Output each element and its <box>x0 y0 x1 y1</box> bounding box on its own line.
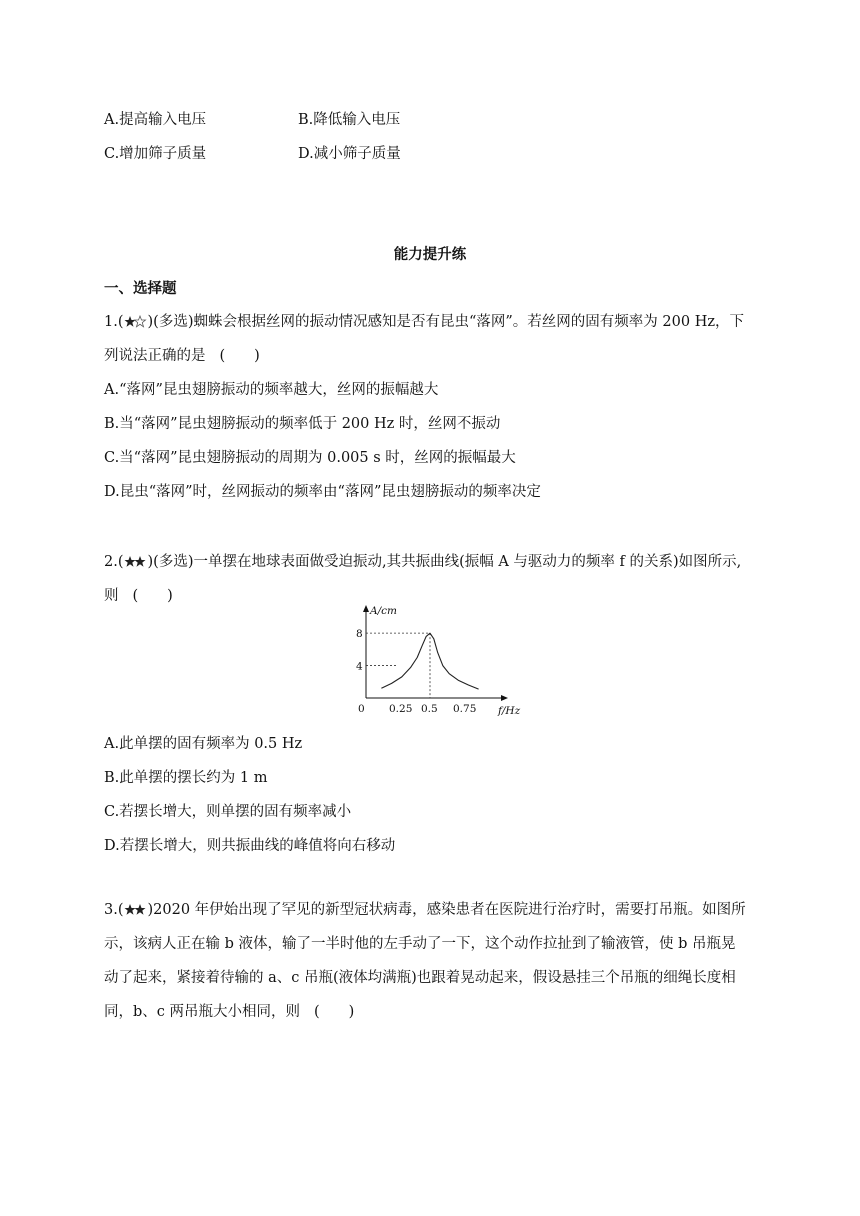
question-1-stem-line-1: 1.( )(多选)蜘蛛会根据丝网的振动情况感知是否有昆虫“落网”。若丝网的固有频率为 200 Hz，下 <box>104 314 744 330</box>
q1-option-d[interactable]: D.昆虫“落网”时，丝网振动的频率由“落网”昆虫翅膀振动的频率决定 <box>104 484 541 500</box>
two-star-difficulty-icon <box>124 903 148 917</box>
question-2-stem-line-2: 则 ( ) <box>104 579 764 613</box>
answer-bracket[interactable]: ( ) <box>314 1004 355 1020</box>
question-2-stem-line-1: 2.( )(多选)一单摆在地球表面做受迫振动,其共振曲线(振幅 A 与驱动力的频率 f 的关系)如图所示, <box>104 554 742 570</box>
question-3 <box>104 893 764 1029</box>
q2-option-d[interactable]: D.若摆长增大，则共振曲线的峰值将向右移动 <box>104 838 396 854</box>
y-axis-arrow <box>363 605 369 612</box>
q2-option-c[interactable]: C.若摆长增大，则单摆的固有频率减小 <box>104 804 352 820</box>
q1-option-a[interactable]: A.“落网”昆虫翅膀振动的频率越大，丝网的振幅越大 <box>104 382 439 398</box>
prev-option-a[interactable]: A.提高输入电压 <box>104 112 207 128</box>
section-title: 能力提升练 <box>393 246 467 263</box>
x-axis-label: f/Hz <box>498 705 521 717</box>
prev-options-row-1 <box>104 110 400 130</box>
origin-label: 0 <box>358 703 365 715</box>
prev-option-d[interactable]: D.减小筛子质量 <box>298 146 401 162</box>
prev-option-b[interactable]: B.降低输入电压 <box>298 112 401 128</box>
prev-option-c[interactable]: C.增加筛子质量 <box>104 146 207 162</box>
question-1 <box>104 305 764 509</box>
x-tick-label: 0.75 <box>453 703 477 715</box>
question-1-stem-line-2: 列说法正确的是 ( ) <box>104 339 764 373</box>
two-star-difficulty-icon <box>124 555 148 569</box>
q2-option-b[interactable]: B.此单摆的摆长约为 1 m <box>104 770 268 786</box>
y-axis-label: A/cm <box>370 605 397 617</box>
question-3-stem-line-4: 同，b、c 两吊瓶大小相同，则 ( ) <box>104 995 764 1029</box>
q1-option-b[interactable]: B.当“落网”昆虫翅膀振动的频率低于 200 Hz 时，丝网不振动 <box>104 416 501 432</box>
question-3-stem-line-1: 3.( )2020 年伊始出现了罕见的新型冠状病毒，感染患者在医院进行治疗时，需要打吊瓶。如图所 <box>104 902 746 918</box>
q2-option-a[interactable]: A.此单摆的固有频率为 0.5 Hz <box>104 736 303 752</box>
prev-options-row-2 <box>104 144 401 164</box>
question-2-options <box>104 727 764 863</box>
x-tick-label: 0.5 <box>421 703 438 715</box>
x-axis-arrow <box>501 695 508 701</box>
answer-bracket[interactable]: ( ) <box>132 588 173 604</box>
section-heading: 一、选择题 <box>104 280 177 297</box>
y-tick-label: 8 <box>356 628 363 641</box>
q1-option-c[interactable]: C.当“落网”昆虫翅膀振动的周期为 0.005 s 时，丝网的振幅最大 <box>104 450 516 466</box>
two-star-difficulty-icon <box>124 315 148 329</box>
y-tick-label: 4 <box>356 660 363 673</box>
resonance-curve-chart <box>346 602 521 724</box>
x-tick-label: 0.25 <box>389 703 413 715</box>
answer-bracket[interactable]: ( ) <box>219 348 260 364</box>
question-3-stem-line-3: 动了起来，紧接着待输的 a、c 吊瓶(液体均满瓶)也跟着晃动起来，假设悬挂三个吊瓶的细绳长度相 <box>104 970 736 986</box>
question-3-stem-line-2: 示，该病人正在输 b 液体，输了一半时他的左手动了一下，这个动作拉扯到了输液管，使 b 吊瓶晃 <box>104 936 736 952</box>
